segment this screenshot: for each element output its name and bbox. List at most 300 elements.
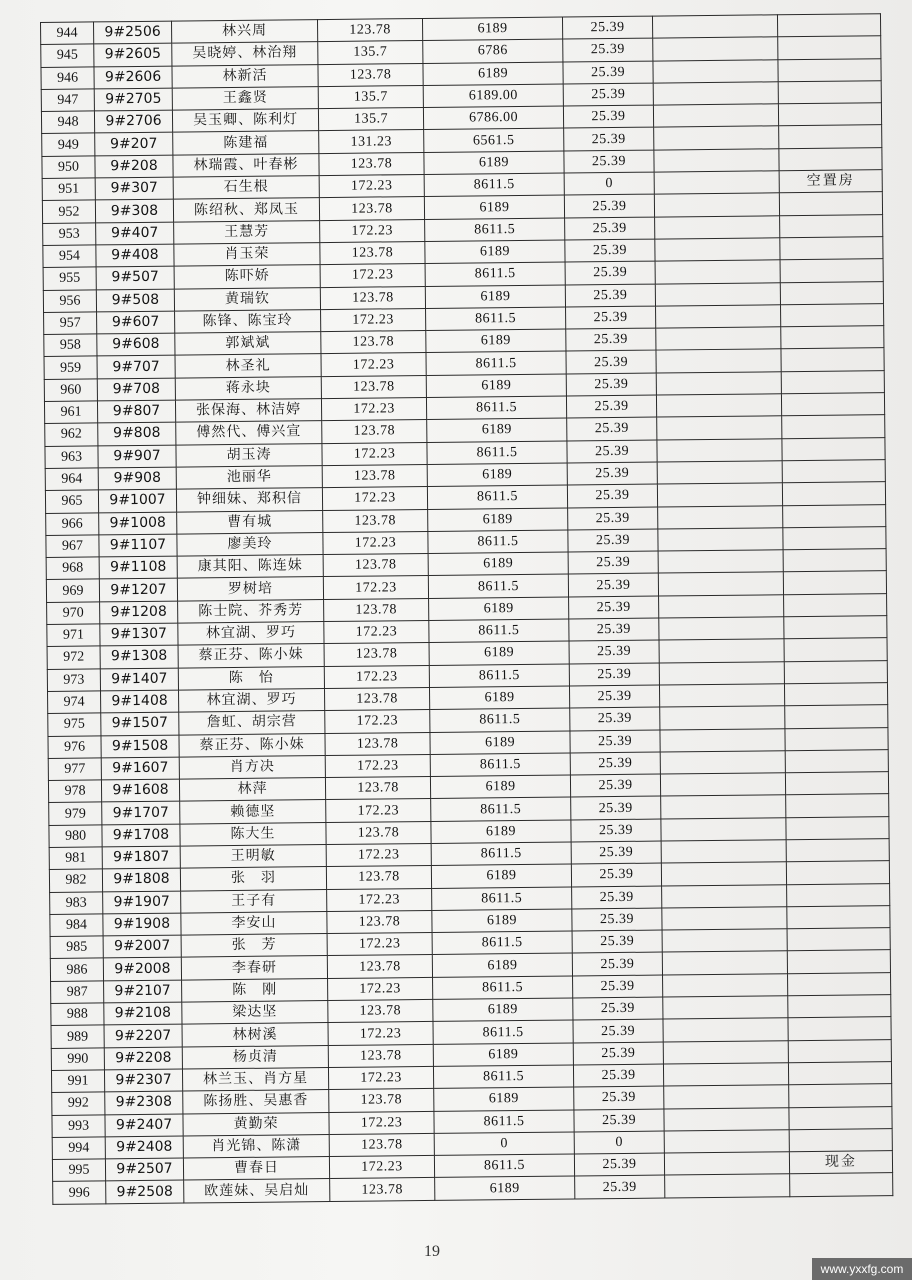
blank-cell (663, 1063, 788, 1087)
row-number-cell: 982 (49, 869, 102, 892)
blank-cell (663, 1018, 788, 1042)
row-number-cell: 948 (41, 111, 94, 134)
note-cell (783, 526, 886, 549)
note-cell (784, 638, 887, 661)
room-number-cell: 9#1908 (103, 913, 181, 936)
room-number-cell: 9#408 (96, 244, 174, 267)
row-number-cell: 970 (47, 602, 100, 625)
owner-name-cell: 陈 刚 (182, 978, 328, 1002)
row-number-cell: 972 (47, 646, 100, 669)
blank-cell (657, 483, 782, 507)
row-number-cell: 969 (46, 579, 99, 602)
area-cell: 123.78 (320, 286, 425, 309)
area-cell: 123.78 (318, 63, 423, 86)
blank-cell (660, 773, 785, 797)
fee-cell: 25.39 (571, 863, 661, 886)
row-number-cell: 991 (51, 1070, 104, 1093)
fee-cell: 25.39 (569, 685, 659, 708)
row-number-cell: 958 (44, 334, 97, 357)
row-number-cell: 956 (43, 289, 96, 312)
row-number-cell: 974 (48, 691, 101, 714)
owner-name-cell: 王鑫贤 (172, 86, 318, 110)
area-cell: 123.78 (330, 1178, 435, 1201)
area-cell: 172.23 (323, 576, 428, 599)
owner-name-cell: 郭斌斌 (175, 332, 321, 356)
row-number-cell: 952 (42, 200, 95, 223)
area-cell: 172.23 (328, 977, 433, 1000)
row-number-cell: 966 (46, 512, 99, 535)
note-cell (789, 1128, 892, 1151)
room-number-cell: 9#1808 (102, 868, 180, 891)
blank-cell (653, 82, 778, 106)
blank-cell (655, 260, 780, 284)
area-cell: 123.78 (324, 643, 429, 666)
owner-name-cell: 陈士院、芥秀芳 (178, 599, 324, 623)
blank-cell (657, 461, 782, 485)
fee-cell: 25.39 (570, 752, 660, 775)
row-number-cell: 989 (51, 1025, 104, 1048)
fee-cell: 25.39 (564, 128, 654, 151)
fee-cell: 25.39 (565, 261, 655, 284)
note-cell (781, 304, 884, 327)
owner-name-cell: 钟细妹、郑积信 (176, 488, 322, 512)
amount-cell: 6189 (431, 820, 571, 844)
note-cell (781, 348, 884, 371)
amount-cell: 8611.5 (426, 396, 566, 420)
area-cell: 123.78 (325, 732, 430, 755)
note-cell (784, 660, 887, 683)
room-number-cell: 9#207 (95, 133, 173, 156)
area-cell: 135.7 (318, 85, 423, 108)
blank-cell (656, 394, 781, 418)
note-cell (784, 593, 887, 616)
fee-cell: 25.39 (574, 1153, 664, 1176)
note-cell: 现金 (789, 1151, 892, 1174)
owner-name-cell: 蔡正芬、陈小妹 (178, 644, 324, 668)
owner-name-cell: 肖方决 (179, 755, 325, 779)
area-cell: 172.23 (323, 531, 428, 554)
fee-cell: 25.39 (573, 975, 663, 998)
room-number-cell: 9#907 (98, 445, 176, 468)
fee-cell: 25.39 (570, 707, 660, 730)
owner-name-cell: 黄勤荣 (183, 1112, 329, 1136)
area-cell: 123.78 (328, 1044, 433, 1067)
owner-name-cell: 曹春日 (183, 1157, 329, 1181)
fee-cell: 25.39 (566, 373, 656, 396)
fee-cell: 25.39 (568, 573, 658, 596)
owner-name-cell: 肖玉荣 (174, 243, 320, 267)
amount-cell: 6189 (432, 909, 572, 933)
amount-cell: 6189 (427, 418, 567, 442)
amount-cell: 6189 (423, 62, 563, 86)
note-cell (790, 1173, 893, 1196)
owner-name-cell: 康其阳、陈连妹 (177, 555, 323, 579)
fee-cell: 25.39 (563, 61, 653, 84)
amount-cell: 6189 (430, 775, 570, 799)
owner-name-cell: 陈绍秋、郑凤玉 (173, 198, 319, 222)
row-number-cell: 981 (49, 847, 102, 870)
room-number-cell: 9#2507 (105, 1158, 183, 1181)
note-cell (779, 147, 882, 170)
room-number-cell: 9#1407 (100, 668, 178, 691)
note-cell (781, 393, 884, 416)
note-cell (781, 326, 884, 349)
owner-name-cell: 李春研 (181, 956, 327, 980)
fee-cell: 25.39 (574, 1109, 664, 1132)
blank-cell (658, 572, 783, 596)
row-number-cell: 950 (42, 156, 95, 179)
amount-cell: 6189 (430, 730, 570, 754)
note-cell (786, 861, 889, 884)
note-cell (785, 749, 888, 772)
room-number-cell: 9#2307 (104, 1069, 182, 1092)
area-cell: 172.23 (321, 398, 426, 421)
owner-name-cell: 曹有城 (177, 510, 323, 534)
area-cell: 123.78 (322, 420, 427, 443)
amount-cell: 6189 (434, 1087, 574, 1111)
owner-name-cell: 吴玉卿、陈利灯 (172, 109, 318, 133)
room-number-cell: 9#2008 (103, 958, 181, 981)
area-cell: 123.78 (322, 464, 427, 487)
note-cell (784, 683, 887, 706)
owner-name-cell: 石生根 (173, 176, 319, 200)
amount-cell: 6189 (435, 1176, 575, 1200)
fee-cell: 25.39 (567, 484, 657, 507)
room-number-cell: 9#808 (98, 422, 176, 445)
area-cell: 172.23 (327, 933, 432, 956)
note-cell (789, 1106, 892, 1129)
amount-cell: 8611.5 (433, 976, 573, 1000)
amount-cell: 6189 (427, 463, 567, 487)
room-number-cell: 9#2207 (104, 1024, 182, 1047)
room-number-cell: 9#1507 (101, 712, 179, 735)
area-cell: 172.23 (322, 442, 427, 465)
area-cell: 172.23 (321, 308, 426, 331)
room-number-cell: 9#1308 (100, 645, 178, 668)
amount-cell: 6189 (426, 374, 566, 398)
blank-cell (664, 1152, 789, 1176)
amount-cell: 8611.5 (428, 574, 568, 598)
fee-cell: 25.39 (563, 105, 653, 128)
amount-cell: 8611.5 (434, 1110, 574, 1134)
amount-cell: 8611.5 (429, 619, 569, 643)
amount-cell: 6189 (425, 240, 565, 264)
fee-cell: 25.39 (565, 217, 655, 240)
area-cell: 172.23 (322, 487, 427, 510)
blank-cell (657, 438, 782, 462)
blank-cell (659, 639, 784, 663)
blank-cell (658, 550, 783, 574)
fee-cell: 25.39 (572, 908, 662, 931)
row-number-cell: 959 (44, 356, 97, 379)
owner-name-cell: 林兴周 (171, 20, 317, 44)
note-cell (787, 883, 890, 906)
row-number-cell: 946 (41, 67, 94, 90)
row-number-cell: 951 (42, 178, 95, 201)
amount-cell: 6189 (429, 597, 569, 621)
amount-cell: 6561.5 (424, 129, 564, 153)
fee-cell: 25.39 (568, 551, 658, 574)
owner-name-cell: 蒋永块 (175, 376, 321, 400)
fee-cell: 25.39 (566, 395, 656, 418)
blank-cell (663, 973, 788, 997)
owner-name-cell: 胡玉涛 (176, 443, 322, 467)
area-cell: 123.78 (320, 241, 425, 264)
row-number-cell: 947 (41, 89, 94, 112)
owner-name-cell: 林兰玉、肖方星 (182, 1067, 328, 1091)
area-cell: 172.23 (319, 175, 424, 198)
fee-cell: 25.39 (568, 507, 658, 530)
area-cell: 123.78 (323, 554, 428, 577)
room-number-cell: 9#708 (97, 378, 175, 401)
area-cell: 123.78 (324, 598, 429, 621)
amount-cell: 8611.5 (432, 887, 572, 911)
area-cell: 172.23 (326, 799, 431, 822)
room-number-cell: 9#908 (98, 467, 176, 490)
room-number-cell: 9#2705 (94, 88, 172, 111)
area-cell: 123.78 (325, 777, 430, 800)
owner-name-cell: 吴晓婷、林治翔 (172, 42, 318, 66)
row-number-cell: 945 (41, 44, 94, 67)
fee-cell: 25.39 (563, 38, 653, 61)
fee-cell: 25.39 (572, 953, 662, 976)
amount-cell: 6189 (424, 195, 564, 219)
note-cell (782, 415, 885, 438)
amount-cell: 6786.00 (423, 106, 563, 130)
row-number-cell: 949 (42, 133, 95, 156)
blank-cell (662, 907, 787, 931)
owner-name-cell: 林树溪 (182, 1023, 328, 1047)
area-cell: 172.23 (327, 888, 432, 911)
area-cell: 123.78 (319, 152, 424, 175)
room-number-cell: 9#1207 (99, 579, 177, 602)
area-cell: 172.23 (325, 754, 430, 777)
blank-cell (662, 929, 787, 953)
room-number-cell: 9#208 (95, 155, 173, 178)
note-cell (783, 571, 886, 594)
amount-cell: 8611.5 (425, 218, 565, 242)
row-number-cell: 976 (48, 735, 101, 758)
room-number-cell: 9#2407 (105, 1114, 183, 1137)
area-cell: 123.78 (324, 687, 429, 710)
owner-name-cell: 梁达坚 (182, 1001, 328, 1025)
amount-cell: 8611.5 (431, 842, 571, 866)
room-number-cell: 9#2508 (106, 1180, 184, 1203)
owner-name-cell: 张 羽 (180, 867, 326, 891)
amount-cell: 6189 (422, 17, 562, 41)
note-cell (787, 928, 890, 951)
room-number-cell: 9#1008 (99, 512, 177, 535)
blank-cell (659, 684, 784, 708)
blank-cell (655, 238, 780, 262)
room-number-cell: 9#2208 (104, 1047, 182, 1070)
row-number-cell: 978 (48, 780, 101, 803)
ledger-body (41, 14, 893, 1204)
note-cell (787, 950, 890, 973)
blank-cell (664, 1130, 789, 1154)
amount-cell: 8611.5 (428, 530, 568, 554)
room-number-cell: 9#1307 (100, 623, 178, 646)
fee-cell: 25.39 (571, 841, 661, 864)
area-cell: 172.23 (329, 1156, 434, 1179)
room-number-cell: 9#508 (96, 289, 174, 312)
amount-cell: 6189 (424, 151, 564, 175)
room-number-cell: 9#2605 (94, 43, 172, 66)
amount-cell: 6189 (432, 953, 572, 977)
amount-cell: 0 (434, 1132, 574, 1156)
area-cell: 135.7 (318, 108, 423, 131)
fee-cell: 25.39 (563, 83, 653, 106)
owner-name-cell: 王明敏 (180, 845, 326, 869)
row-number-cell: 992 (52, 1092, 105, 1115)
blank-cell (664, 1085, 789, 1109)
owner-name-cell: 罗树培 (177, 577, 323, 601)
row-number-cell: 984 (50, 914, 103, 937)
row-number-cell: 965 (45, 490, 98, 513)
room-number-cell: 9#407 (96, 222, 174, 245)
row-number-cell: 977 (48, 758, 101, 781)
owner-name-cell: 陈锋、陈宝玲 (175, 309, 321, 333)
note-cell (786, 839, 889, 862)
amount-cell: 6786 (423, 39, 563, 63)
amount-cell: 6189 (429, 686, 569, 710)
blank-cell (659, 617, 784, 641)
owner-name-cell: 陈大生 (180, 822, 326, 846)
room-number-cell: 9#1807 (102, 846, 180, 869)
amount-cell: 6189 (426, 329, 566, 353)
room-number-cell: 9#2706 (94, 110, 172, 133)
note-cell (788, 1062, 891, 1085)
blank-cell (653, 104, 778, 128)
amount-cell: 6189 (431, 864, 571, 888)
note-cell (780, 237, 883, 260)
area-cell: 123.78 (328, 1000, 433, 1023)
row-number-cell: 993 (52, 1114, 105, 1137)
amount-cell: 8611.5 (426, 307, 566, 331)
room-number-cell: 9#507 (96, 266, 174, 289)
owner-name-cell: 廖美玲 (177, 532, 323, 556)
note-cell (781, 370, 884, 393)
row-number-cell: 960 (44, 379, 97, 402)
row-number-cell: 944 (41, 22, 94, 45)
note-cell (780, 281, 883, 304)
area-cell: 172.23 (320, 264, 425, 287)
fee-cell: 25.39 (564, 150, 654, 173)
note-cell (786, 816, 889, 839)
room-number-cell: 9#1707 (102, 801, 180, 824)
note-cell (784, 616, 887, 639)
amount-cell: 8611.5 (429, 664, 569, 688)
fee-cell: 25.39 (567, 440, 657, 463)
note-cell (789, 1084, 892, 1107)
fee-cell: 25.39 (574, 1086, 664, 1109)
note-cell (788, 972, 891, 995)
blank-cell (656, 349, 781, 373)
blank-cell (661, 862, 786, 886)
row-number-cell: 961 (44, 401, 97, 424)
fee-cell: 0 (574, 1131, 664, 1154)
fee-cell: 25.39 (573, 1019, 663, 1042)
amount-cell: 6189 (428, 508, 568, 532)
amount-cell: 8611.5 (430, 708, 570, 732)
row-number-cell: 995 (52, 1159, 105, 1182)
owner-name-cell: 傅然代、傅兴宣 (176, 421, 322, 445)
room-number-cell: 9#1608 (101, 779, 179, 802)
note-cell (780, 259, 883, 282)
owner-name-cell: 赖德坚 (180, 800, 326, 824)
row-number-cell: 971 (47, 624, 100, 647)
row-number-cell: 975 (48, 713, 101, 736)
blank-cell (658, 505, 783, 529)
owner-name-cell: 林新活 (172, 64, 318, 88)
area-cell: 172.23 (321, 353, 426, 376)
owner-name-cell: 陈吓娇 (174, 265, 320, 289)
room-number-cell: 9#2107 (104, 980, 182, 1003)
fee-cell: 25.39 (569, 618, 659, 641)
amount-cell: 8611.5 (424, 173, 564, 197)
amount-cell: 8611.5 (431, 797, 571, 821)
amount-cell: 6189 (425, 285, 565, 309)
blank-cell (653, 59, 778, 83)
row-number-cell: 990 (51, 1048, 104, 1071)
blank-cell (664, 1107, 789, 1131)
blank-cell (655, 282, 780, 306)
fee-cell: 25.39 (573, 1064, 663, 1087)
note-cell (779, 192, 882, 215)
ledger-table (40, 13, 893, 1204)
amount-cell: 8611.5 (427, 441, 567, 465)
blank-cell (654, 126, 779, 150)
note-cell (778, 36, 881, 59)
owner-name-cell: 林圣礼 (175, 354, 321, 378)
note-cell (782, 460, 885, 483)
amount-cell: 6189 (433, 1043, 573, 1067)
note-cell (778, 58, 881, 81)
fee-cell: 25.39 (565, 284, 655, 307)
owner-name-cell: 肖光锦、陈潇 (183, 1134, 329, 1158)
area-cell: 172.23 (326, 843, 431, 866)
room-number-cell: 9#2108 (104, 1002, 182, 1025)
room-number-cell: 9#1007 (98, 489, 176, 512)
room-number-cell: 9#1408 (101, 690, 179, 713)
area-cell: 123.78 (327, 955, 432, 978)
fee-cell: 25.39 (570, 774, 660, 797)
owner-name-cell: 陈扬胜、吴惠香 (183, 1090, 329, 1114)
room-number-cell: 9#1708 (102, 824, 180, 847)
room-number-cell: 9#807 (97, 400, 175, 423)
owner-name-cell: 欧莲妹、吴启灿 (184, 1179, 330, 1203)
owner-name-cell: 王子有 (181, 889, 327, 913)
owner-name-cell: 林萍 (179, 778, 325, 802)
owner-name-cell: 王慧芳 (174, 220, 320, 244)
fee-cell: 25.39 (571, 819, 661, 842)
area-cell: 172.23 (320, 219, 425, 242)
owner-name-cell: 张保海、林洁婷 (175, 399, 321, 423)
blank-cell (660, 728, 785, 752)
note-cell (785, 727, 888, 750)
note-cell (787, 906, 890, 929)
row-number-cell: 987 (51, 981, 104, 1004)
fee-cell: 25.39 (573, 997, 663, 1020)
row-number-cell: 983 (50, 891, 103, 914)
blank-cell (652, 15, 777, 39)
fee-cell: 25.39 (566, 328, 656, 351)
row-number-cell: 954 (43, 245, 96, 268)
blank-cell (654, 171, 779, 195)
blank-cell (656, 305, 781, 329)
row-number-cell: 988 (51, 1003, 104, 1026)
blank-cell (660, 706, 785, 730)
